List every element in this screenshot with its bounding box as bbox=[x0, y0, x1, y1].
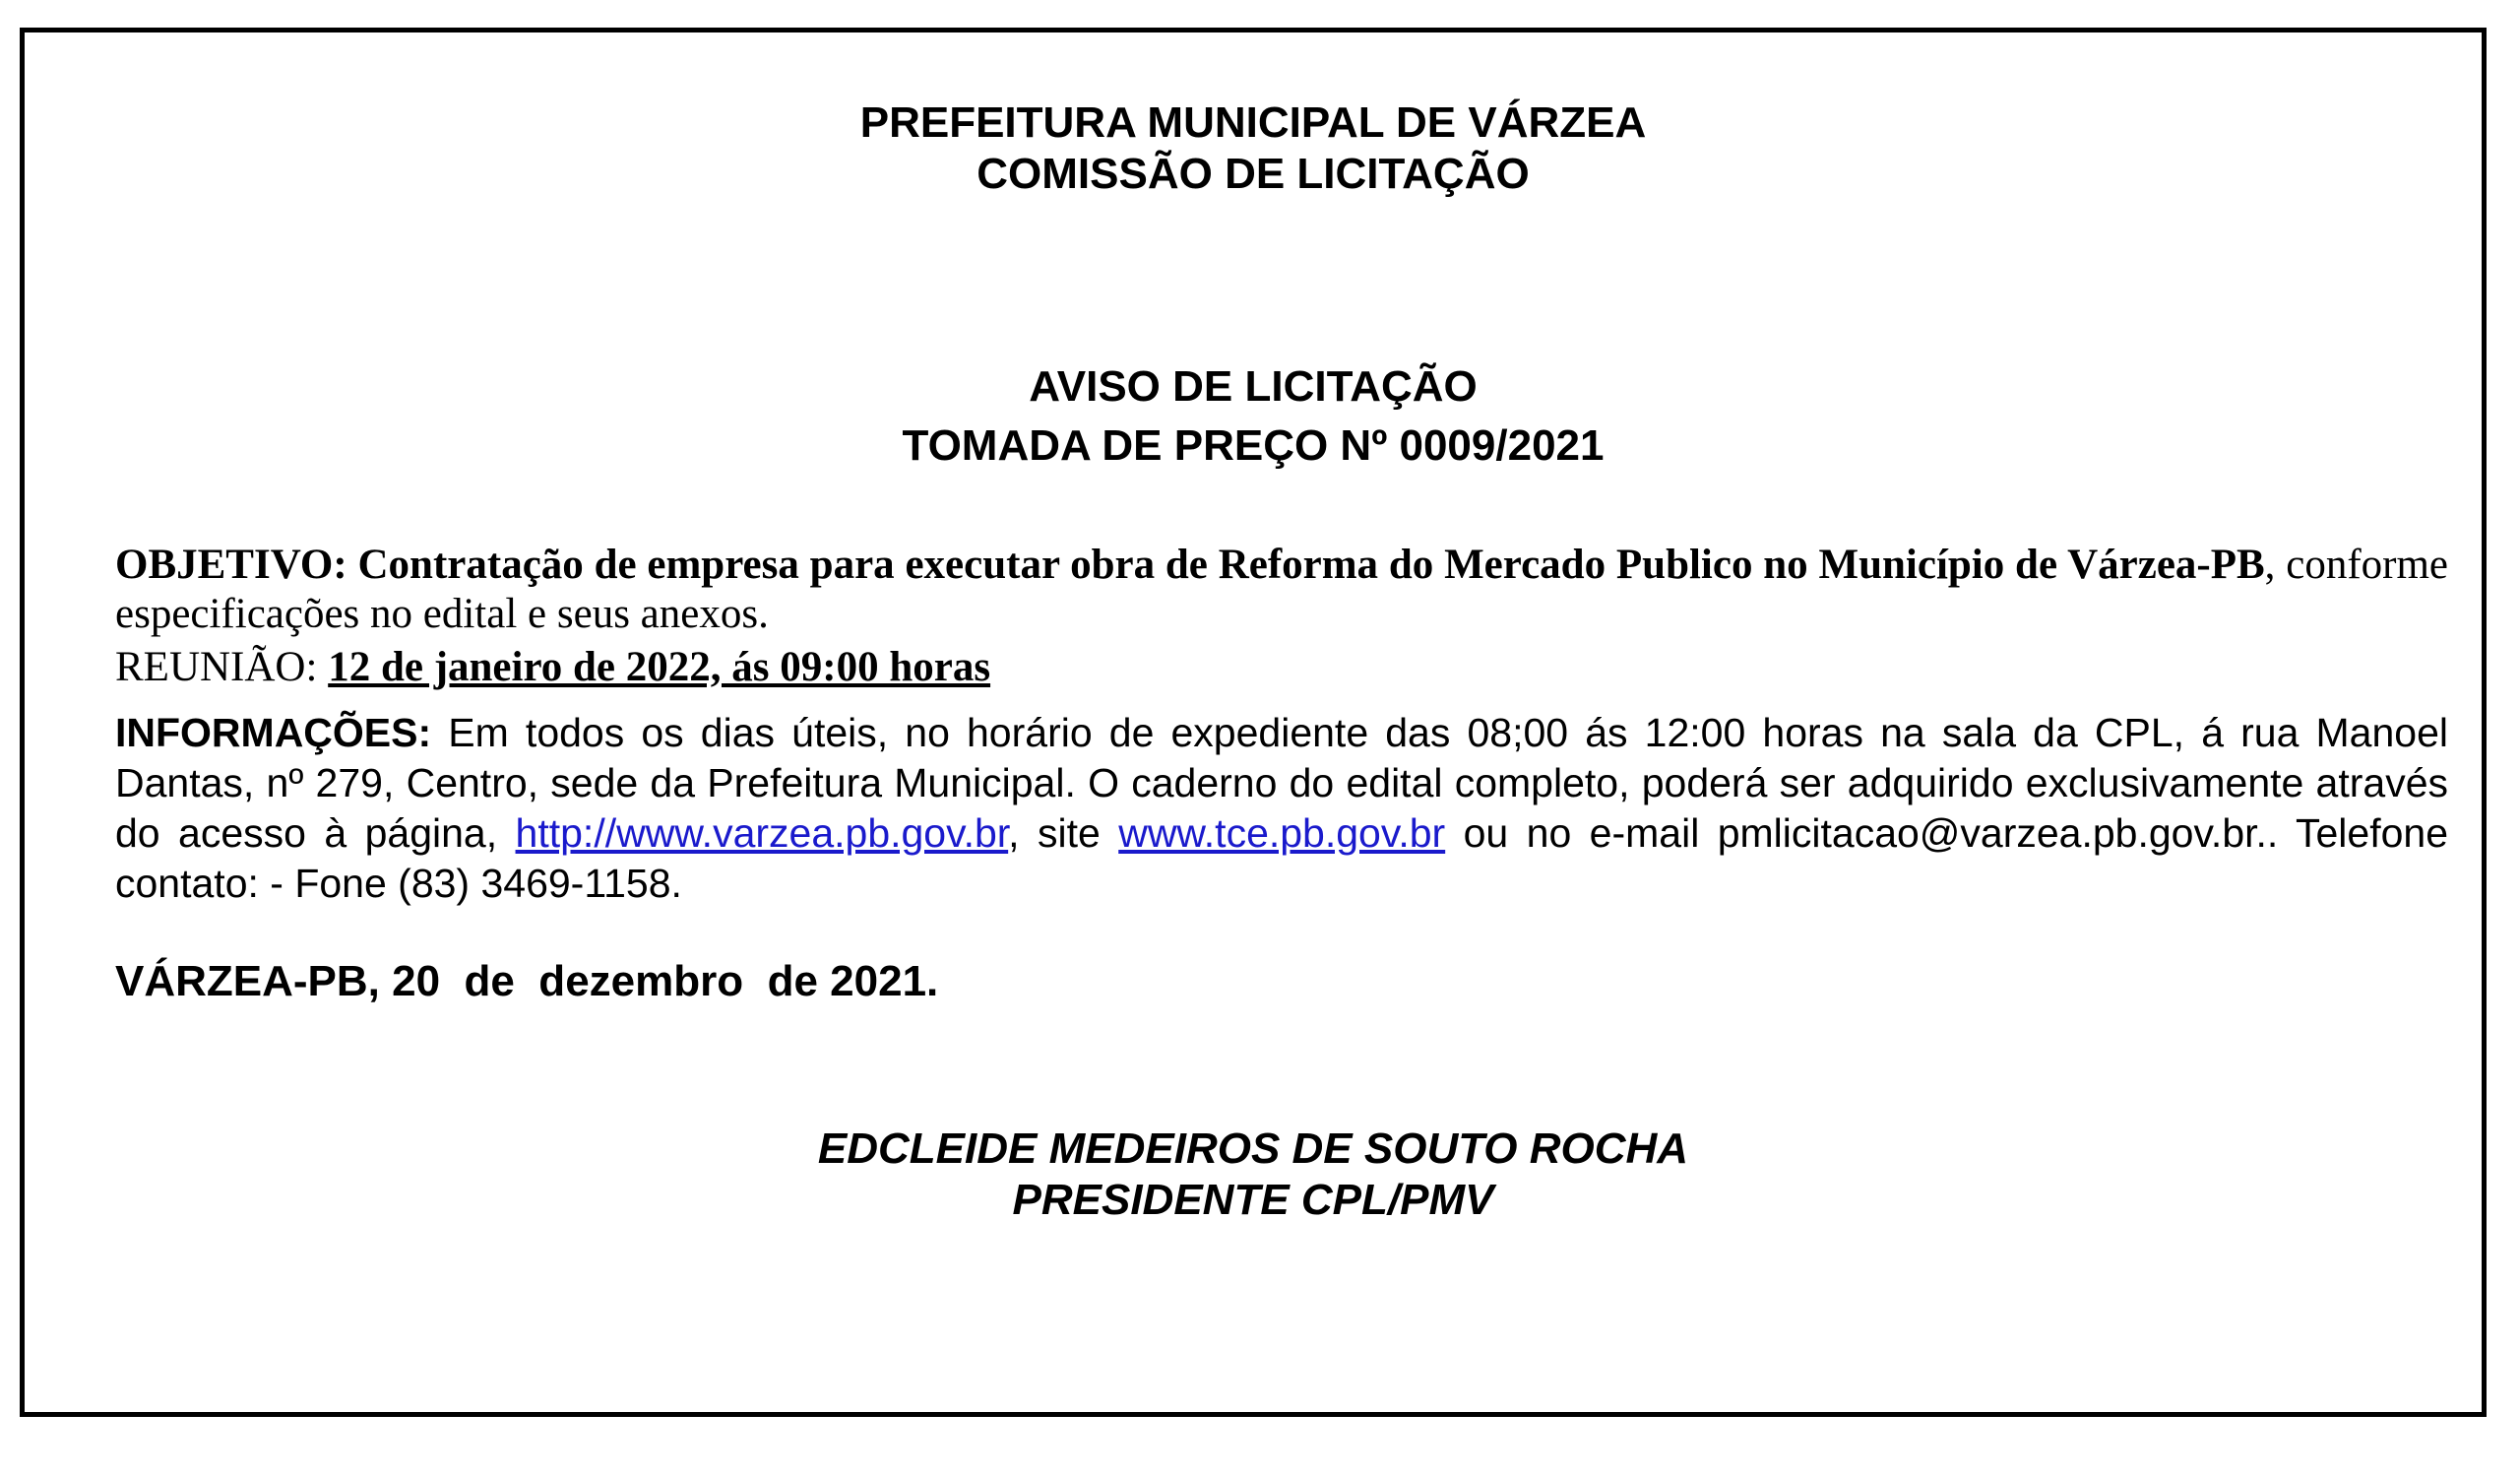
objetivo-rest: , conforme especificações no edital e seus anexos. bbox=[115, 542, 2448, 637]
header-prefeitura: PREFEITURA MUNICIPAL DE VÁRZEA bbox=[859, 98, 1647, 147]
date-place: VÁRZEA-PB, 20 de dezembro de 2021. bbox=[115, 957, 939, 1005]
reuniao-label: REUNIÃO: bbox=[115, 644, 329, 690]
tce-website-link[interactable]: www.tce.pb.gov.br bbox=[1118, 810, 1446, 856]
informacoes-text-1: Em todos os dias úteis, no horário de expediente das 08;00 ás 12:00 horas na sala da CPL, á rua Manoel Dantas, nº 279, Centro, sede da Prefeitura Municipal. O caderno do edital completo, poderá ser adquirido exclusivamente através do acesso à página, bbox=[115, 710, 2448, 856]
reuniao-date: 12 de janeiro de 2022, ás 09:00 horas bbox=[328, 644, 991, 690]
signature-role: PRESIDENTE CPL/PMV bbox=[1012, 1176, 1494, 1224]
objetivo-description: Contratação de empresa para executar obra de Reforma do Mercado Publico no Município de Várzea-PB bbox=[346, 542, 2265, 588]
informacoes-paragraph bbox=[115, 708, 2448, 909]
notice-border bbox=[20, 28, 2487, 1417]
reuniao-paragraph bbox=[115, 643, 2448, 692]
notice-title: AVISO DE LICITAÇÃO bbox=[1029, 362, 1478, 411]
objetivo-paragraph bbox=[115, 541, 2448, 639]
header-comissao: COMISSÃO DE LICITAÇÃO bbox=[976, 150, 1530, 198]
informacoes-text-2: , site bbox=[1008, 810, 1119, 856]
signature-name: EDCLEIDE MEDEIROS DE SOUTO ROCHA bbox=[817, 1124, 1689, 1173]
objetivo-label: OBJETIVO: bbox=[115, 542, 347, 588]
informacoes-label: INFORMAÇÕES: bbox=[115, 710, 432, 755]
varzea-website-link[interactable]: http://www.varzea.pb.gov.br bbox=[515, 810, 1009, 856]
informacoes-text-3: ou no e-mail pmlicitacao@varzea.pb.gov.br.. Telefone contato: - Fone (83) 3469-1158. bbox=[115, 810, 2449, 906]
notice-subtitle: TOMADA DE PREÇO Nº 0009/2021 bbox=[902, 421, 1605, 470]
